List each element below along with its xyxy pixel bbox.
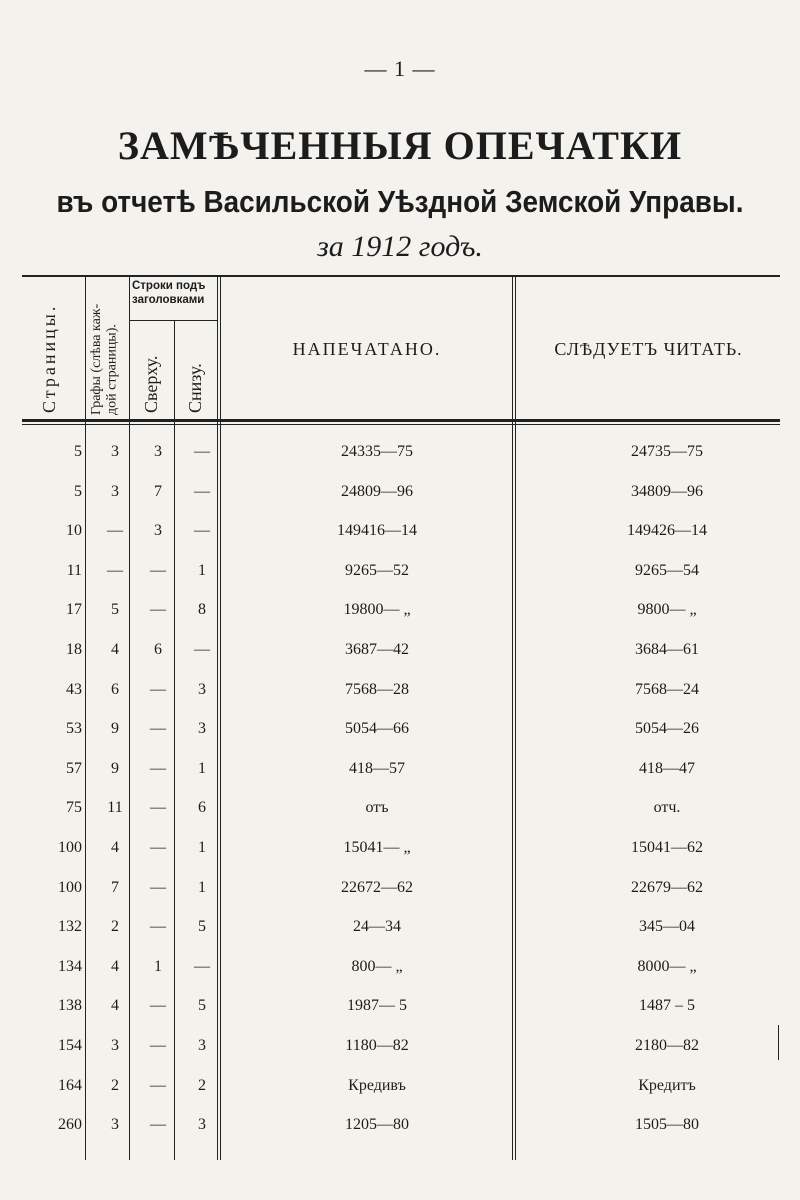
row-from-top: —	[150, 1076, 166, 1094]
table-row	[22, 907, 780, 947]
header-bottom-rule	[22, 419, 780, 422]
row-from-bottom: 3	[198, 720, 206, 738]
row-should-read: 3684—61	[635, 641, 699, 658]
table-row	[22, 828, 780, 868]
row-printed: 1180—82	[345, 1037, 409, 1054]
row-column: 6	[111, 680, 119, 698]
row-should-read: 418—47	[639, 759, 695, 777]
row-page: 132	[58, 918, 82, 936]
row-from-top: —	[150, 759, 166, 777]
row-column: 4	[111, 641, 119, 658]
row-should-read: 9800— „	[637, 601, 697, 619]
row-from-bottom: 3	[198, 1116, 206, 1134]
table-row	[22, 630, 780, 670]
row-from-bottom: —	[194, 482, 210, 500]
header-from-bottom: Снизу.	[185, 363, 205, 413]
table-row	[22, 472, 780, 512]
row-from-bottom: 3	[198, 1037, 206, 1054]
row-should-read: отч.	[653, 799, 681, 817]
table-row	[22, 432, 780, 472]
row-from-top: —	[150, 561, 166, 579]
row-column: 2	[111, 1076, 119, 1094]
row-column: —	[107, 561, 123, 579]
row-printed: 19800— „	[343, 601, 411, 619]
document-year: за 1912 годъ.	[317, 230, 483, 263]
row-printed: 9265—52	[345, 561, 409, 579]
row-from-top: —	[150, 680, 166, 698]
row-from-top: 3	[154, 522, 162, 540]
row-printed: Кредивъ	[348, 1076, 406, 1094]
row-column: 7	[111, 878, 119, 896]
table-row	[22, 1105, 780, 1145]
row-should-read: 1505—80	[635, 1116, 699, 1134]
row-should-read: 5054—26	[635, 720, 699, 738]
row-column: 4	[111, 839, 119, 856]
row-from-top: —	[150, 1037, 166, 1054]
row-from-top: —	[150, 878, 166, 896]
row-printed: 800— „	[351, 957, 403, 975]
row-from-bottom: —	[194, 522, 210, 540]
row-should-read: 345—04	[639, 918, 695, 936]
row-from-bottom: 1	[198, 839, 206, 856]
row-column: 3	[111, 443, 119, 460]
row-from-top: 6	[154, 641, 162, 658]
row-column: 2	[111, 918, 119, 936]
row-should-read: 9265—54	[635, 561, 699, 579]
row-from-top: —	[150, 601, 166, 619]
row-from-bottom: 1	[198, 561, 206, 579]
row-from-bottom: 5	[198, 918, 206, 936]
header-should-read: СЛѢДУЕТЪ ЧИТАТЬ.	[554, 339, 743, 359]
row-page: 164	[58, 1076, 82, 1094]
row-should-read: 7568—24	[635, 680, 699, 698]
row-printed: 418—57	[349, 759, 405, 777]
row-column: 5	[111, 601, 119, 619]
row-page: 57	[66, 759, 82, 777]
table-row	[22, 749, 780, 789]
table-row	[22, 868, 780, 908]
row-page: 100	[58, 878, 82, 896]
table-row	[22, 590, 780, 630]
row-should-read: 22679—62	[631, 878, 703, 896]
row-from-bottom: 3	[198, 680, 206, 698]
row-should-read: Кредитъ	[638, 1076, 696, 1094]
row-printed: 15041— „	[343, 839, 411, 856]
row-column: 11	[107, 799, 123, 817]
row-from-top: 1	[154, 957, 162, 975]
row-page: 10	[66, 522, 82, 540]
row-from-top: 3	[154, 443, 162, 460]
row-page: 18	[66, 641, 82, 658]
document-subtitle: въ отчетѣ Васильской Уѣздной Земской Управы.	[56, 184, 744, 219]
row-from-bottom: —	[194, 641, 210, 658]
row-page: 154	[58, 1037, 82, 1054]
table-row	[22, 788, 780, 828]
row-from-bottom: 6	[198, 799, 206, 817]
header-printed: НАПЕЧАТАНО.	[292, 339, 442, 359]
row-from-top: —	[150, 720, 166, 738]
row-page: 53	[66, 720, 82, 738]
table-row	[22, 1066, 780, 1106]
row-page: 43	[66, 680, 82, 698]
row-printed: 1987— 5	[347, 997, 407, 1015]
row-from-bottom: 1	[198, 759, 206, 777]
errata-table	[22, 275, 780, 1160]
table-row	[22, 670, 780, 710]
row-printed: отъ	[365, 799, 389, 817]
row-from-top: —	[150, 1116, 166, 1134]
header-columns: Графы (слѣва каж- дой страницы).	[89, 303, 120, 415]
table-row	[22, 1026, 780, 1066]
table-row	[22, 709, 780, 749]
row-column: 4	[111, 957, 119, 975]
row-should-read: 1487 – 5	[639, 997, 695, 1015]
row-should-read: 8000— „	[637, 957, 697, 975]
row-column: 9	[111, 720, 119, 738]
row-printed: 149416—14	[337, 522, 417, 540]
row-page: 75	[66, 799, 82, 817]
row-page: 5	[74, 443, 82, 460]
row-column: 3	[111, 1116, 119, 1134]
row-column: 9	[111, 759, 119, 777]
row-printed: 3687—42	[345, 641, 409, 658]
row-from-bottom: 2	[198, 1076, 206, 1094]
row-page: 260	[58, 1116, 82, 1134]
row-column: 4	[111, 997, 119, 1015]
row-printed: 5054—66	[345, 720, 409, 738]
row-column: —	[107, 522, 123, 540]
row-should-read: 149426—14	[627, 522, 707, 540]
row-from-bottom: —	[194, 443, 210, 460]
table-row	[22, 986, 780, 1026]
row-from-bottom: —	[194, 957, 210, 975]
row-from-top: —	[150, 918, 166, 936]
row-page: 5	[74, 482, 82, 500]
row-printed: 7568—28	[345, 680, 409, 698]
row-column: 3	[111, 1037, 119, 1054]
table-top-rule	[22, 275, 780, 277]
row-column: 3	[111, 482, 119, 500]
row-from-top: —	[150, 839, 166, 856]
header-from-top: Сверху.	[141, 355, 161, 413]
table-row	[22, 511, 780, 551]
row-page: 138	[58, 997, 82, 1015]
row-from-bottom: 5	[198, 997, 206, 1015]
row-page: 11	[66, 561, 82, 579]
header-pages: Страницы.	[39, 303, 59, 413]
row-page: 100	[58, 839, 82, 856]
row-from-top: —	[150, 799, 166, 817]
row-from-bottom: 8	[198, 601, 206, 619]
row-printed: 1205—80	[345, 1116, 409, 1134]
row-should-read: 24735—75	[631, 443, 703, 460]
header-bottom-rule-2	[22, 424, 780, 425]
row-from-top: —	[150, 997, 166, 1015]
table-row	[22, 947, 780, 987]
row-printed: 24335—75	[341, 443, 413, 460]
row-from-top: 7	[154, 482, 162, 500]
header-lines-group: Строки подъ заголовками	[132, 280, 206, 306]
page-number: — 1 —	[364, 56, 436, 81]
row-printed: 24—34	[353, 918, 401, 936]
row-should-read: 34809—96	[631, 482, 703, 500]
row-printed: 22672—62	[341, 878, 413, 896]
row-should-read: 2180—82	[635, 1037, 699, 1054]
row-page: 17	[66, 601, 82, 619]
table-row	[22, 551, 780, 591]
row-printed: 24809—96	[341, 482, 413, 500]
row-page: 134	[58, 957, 82, 975]
row-from-bottom: 1	[198, 878, 206, 896]
row-should-read: 15041—62	[631, 839, 703, 856]
document-title: ЗАМѢЧЕННЫЯ ОПЕЧАТКИ	[117, 123, 683, 168]
